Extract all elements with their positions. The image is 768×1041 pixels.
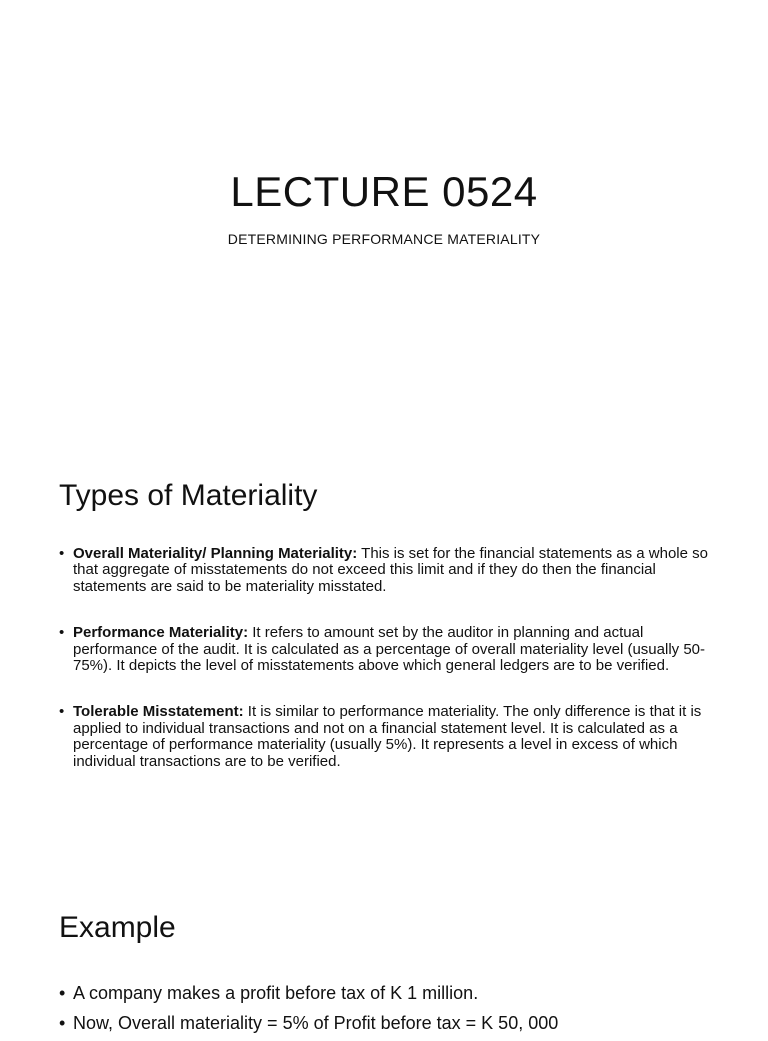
bullet-term: Overall Materiality/ Planning Materiality: (73, 545, 358, 562)
bullet-icon: • (59, 703, 65, 721)
bullet-performance-materiality (59, 625, 719, 674)
example-bullet (59, 981, 719, 1005)
example-bullet-list (59, 981, 719, 1041)
bullet-text: It refers to amount set by the auditor in planning and actual performance of the audit. It is calculated as a percentage of overall materiality level (usually 50-75%). It depicts the level of misstatements above which general ledgers are to be verified. (73, 624, 705, 675)
slide-heading: Example (59, 911, 176, 944)
bullet-icon: • (59, 983, 66, 1003)
lecture-title: LECTURE 0524 (230, 168, 538, 215)
bullet-icon: • (59, 624, 65, 642)
bullet-term: Tolerable Misstatement: (73, 703, 244, 721)
types-of-materiality-slide (0, 432, 768, 864)
example-bullet (59, 1011, 719, 1035)
title-slide (0, 0, 768, 432)
lecture-subtitle: DETERMINING PERFORMANCE MATERIALITY (227, 231, 541, 247)
bullet-text: Now, Overall materiality = 5% of Profit before tax = K 50, 000 (73, 1013, 559, 1033)
bullet-text: It is similar to performance materiality. The only difference is that it is applied to individual transactions and not on a financial statement level. It is calculated as a percentage of performance materiality (usually 5%). It represents a level in excess of which individual transactions are to be verified. (73, 703, 702, 770)
example-slide (0, 864, 768, 1033)
bullet-term: Performance Materiality: (73, 624, 249, 642)
materiality-bullet-list (59, 546, 719, 800)
slide-heading: Types of Materiality (59, 479, 318, 512)
bullet-overall-materiality (59, 546, 719, 595)
bullet-icon: • (59, 1013, 66, 1033)
bullet-text: A company makes a profit before tax of K 1 million. (73, 983, 479, 1003)
bullet-icon: • (59, 545, 65, 562)
bullet-tolerable-misstatement (59, 704, 719, 770)
bullet-text: This is set for the financial statements as a whole so that aggregate of misstatements do not exceed this limit and if they do then the financial statements are said to be materiality misstated. (73, 545, 708, 595)
